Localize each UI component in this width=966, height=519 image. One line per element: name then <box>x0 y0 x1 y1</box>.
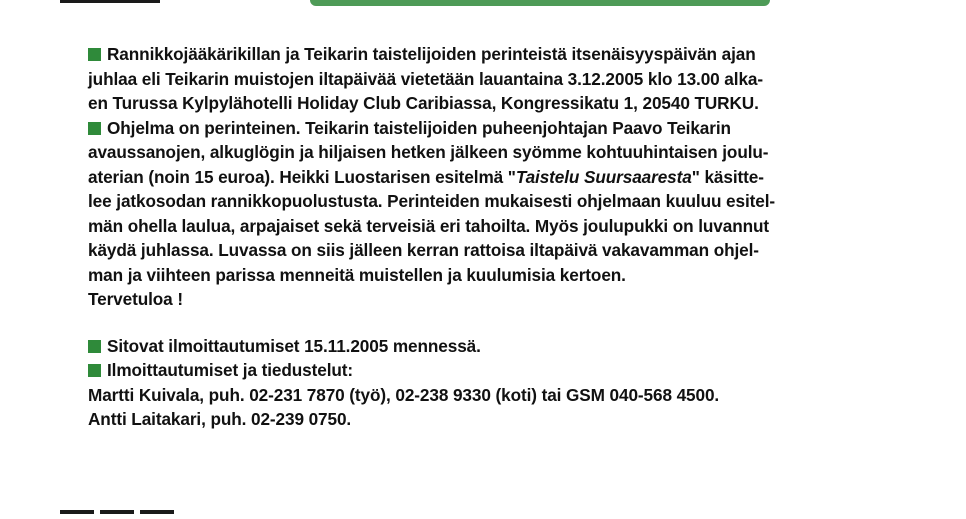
program-paragraph <box>88 116 908 312</box>
program-line-1: Ohjelma on perinteinen. Teikarin taistelijoiden puheenjohtajan Paavo Teikarin <box>88 116 908 141</box>
program-line-7: man ja viihteen parissa menneitä muistellen ja kuulumisia kertoen. <box>88 264 626 285</box>
program-line-3: aterian (noin 15 euroa). Heikki Luostarisen esitelmä "Taistelu Suursaaresta" käsitte- <box>88 166 764 187</box>
top-rule <box>60 0 160 3</box>
bullet-icon <box>88 48 101 61</box>
cropped-heading <box>310 0 770 6</box>
spacer <box>88 312 908 334</box>
program-line-5: män ohella laulua, arpajaiset sekä terveisiä eri tahoilta. Myös joulupukki on luvannut <box>88 215 770 236</box>
lecture-title: Taistelu Suursaaresta <box>515 166 692 187</box>
bullet-icon <box>88 340 101 353</box>
announcement-body <box>88 42 908 432</box>
intro-line-3: en Turussa Kylpylähotelli Holiday Club Caribiassa, Kongressikatu 1, 20540 TURKU. <box>88 93 759 113</box>
welcome-line: Tervetuloa ! <box>88 289 183 309</box>
intro-paragraph <box>88 42 908 116</box>
bottom-rule <box>60 501 180 519</box>
program-line-4: lee jatkosodan rannikkopuolustusta. Perinteiden mukaisesti ohjelmaan kuuluu esitel- <box>88 191 776 211</box>
contact-martti: Martti Kuivala, puh. 02-231 7870 (työ), 02-238 9330 (koti) tai GSM 040-568 4500. <box>88 384 720 405</box>
bullet-icon <box>88 364 101 377</box>
registration-heading: Ilmoittautumiset ja tiedustelut: <box>88 358 908 383</box>
bullet-icon <box>88 122 101 135</box>
intro-line-1: Rannikkojääkärikillan ja Teikarin taistelijoiden perinteistä itsenäisyyspäivän ajan <box>88 42 908 67</box>
program-line-2: avaussanojen, alkuglögin ja hiljaisen hetken jälkeen syömme kohtuuhintaisen joulu- <box>88 142 769 162</box>
contact-antti: Antti Laitakari, puh. 02-239 0750. <box>88 409 352 429</box>
deadline-line: Sitovat ilmoittautumiset 15.11.2005 mennessä. <box>88 334 908 359</box>
program-line-6: käydä juhlassa. Luvassa on siis jälleen kerran rattoisa iltapäivä vakavamman ohjel- <box>88 240 759 260</box>
intro-line-2: juhlaa eli Teikarin muistojen iltapäivää vietetään lauantaina 3.12.2005 klo 13.00 alka- <box>88 68 763 89</box>
